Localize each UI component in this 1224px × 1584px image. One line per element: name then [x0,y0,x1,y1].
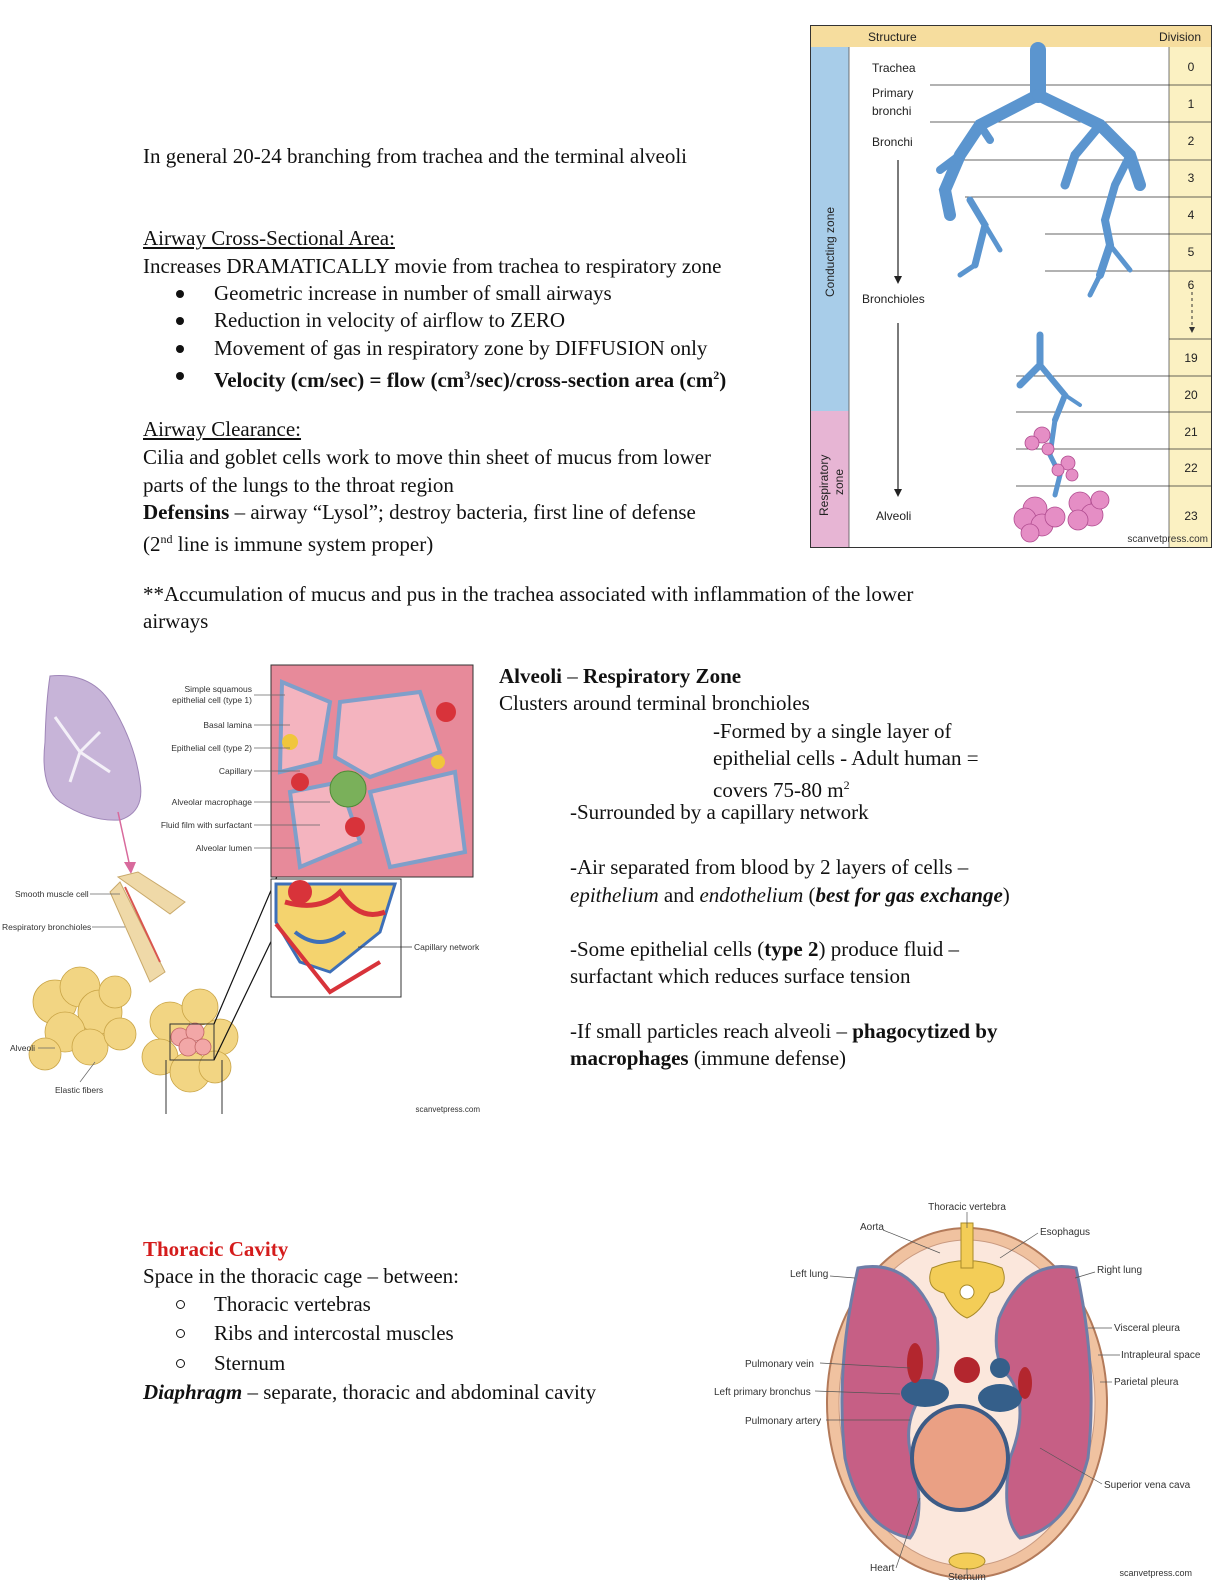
thoracic-item: Sternum [214,1350,285,1378]
fig1-label-primary: Primary [872,86,914,100]
note-line: **Accumulation of mucus and pus in the trachea associated with inflammation of the lower [143,582,914,606]
alveoli-line: epithelial cells - Adult human = [713,746,979,770]
fig1-division: 1 [1187,97,1195,111]
intro-text: In general 20-24 branching from trachea and the terminal alveoli [143,144,688,168]
fig1-col-structure: Structure [868,30,917,44]
fig3-label-pulm-vein: Pulmonary vein [745,1359,814,1370]
fig3-label-pulm-artery: Pulmonary artery [745,1416,822,1427]
fig1-label-bronchi: Bronchi [872,135,913,149]
note-line: airways [143,609,209,633]
area-bullet: Reduction in velocity of airflow to ZERO [214,307,565,335]
fig2-credit: scanvetpress.com [415,1105,480,1114]
thoracic-cross-section-figure [710,1198,1214,1580]
fig3-label-sternum: Sternum [948,1572,986,1580]
immune-line: (2nd line is immune system proper) [143,532,434,556]
fig2-label: Elastic fibers [55,1085,104,1095]
velocity-formula: Velocity (cm/sec) = flow $(cm^3/\sec)/cross$-section area $(cm^2)$ [214,362,726,395]
fig1-division: 4 [1187,208,1195,222]
bullet-icon [176,1329,185,1338]
alveoli-line: epithelium and endothelium (best for gas exchange) [570,883,1010,907]
fig1-zone-respiratory: zone [832,468,846,495]
fig1-division: 5 [1187,245,1195,259]
clearance-heading: Airway Clearance: [143,417,302,441]
alveoli-figure [0,662,490,1114]
fig1-division: 6 [1187,278,1195,292]
fig2-label: Fluid film with surfactant [160,820,252,830]
alveoli-line: covers 75-80 $m^2$ [713,778,850,802]
fig3-label-aorta: Aorta [860,1222,884,1233]
fig1-zone-conducting: Conducting zone [823,206,837,297]
fig1-label-bronchioles: Bronchioles [862,292,925,306]
fig1-credit: scanvetpress.com [1127,534,1208,545]
clearance-line: parts of the lungs to the throat region [143,473,454,497]
fig2-label: Epithelial cell (type 2) [171,743,252,753]
fig2-label: Smooth muscle cell [15,889,89,899]
fig1-division: 21 [1184,425,1198,439]
fig1-division: 19 [1184,351,1198,365]
thoracic-item: Ribs and intercostal muscles [214,1320,454,1348]
fig3-label-left-bronchus: Left primary bronchus [714,1387,811,1398]
fig3-label-left-lung: Left lung [790,1269,829,1280]
fig3-credit: scanvetpress.com [1119,1568,1192,1578]
area-heading: Airway Cross-Sectional Area: [143,226,395,250]
bullet-icon [176,345,184,353]
bullet-icon [176,290,184,298]
alveoli-line: -Air separated from blood by 2 layers of cells – [570,855,969,879]
diaphragm-line: Diaphragm – separate, thoracic and abdominal cavity [143,1380,597,1404]
thoracic-item: Thoracic vertebras [214,1291,371,1319]
fig1-division: 23 [1184,509,1198,523]
fig2-label: Alveolar macrophage [171,797,252,807]
fig3-label-esophagus: Esophagus [1040,1227,1091,1238]
bullet-icon [176,1359,185,1368]
area-bullet: Geometric increase in number of small airways [214,280,612,308]
fig2-label: Capillary [218,766,252,776]
area-bullet: Movement of gas in respiratory zone by DIFFUSION only [214,335,707,363]
fig2-label: epithelial cell (type 1) [172,695,252,705]
fig1-col-division: Division [1159,30,1202,44]
fig1-division: 2 [1187,134,1195,148]
alveoli-line: -Some epithelial cells (type 2) produce fluid – [570,937,959,961]
fig2-label: Alveoli [10,1043,36,1053]
alveoli-line: -Formed by a single layer of [713,719,952,743]
bullet-icon [176,1300,185,1309]
fig3-label-intrapleural: Intrapleural space [1121,1350,1201,1361]
fig3-label-svc: Superior vena cava [1104,1480,1191,1491]
bullet-icon [176,317,184,325]
thoracic-title: Thoracic Cavity [143,1237,289,1261]
fig1-division: 22 [1184,461,1198,475]
area-line: Increases DRAMATICALLY movie from trachea to respiratory zone [143,254,722,278]
clearance-line: Cilia and goblet cells work to move thin sheet of mucus from lower [143,445,712,469]
fig1-division: 3 [1187,171,1195,185]
bullet-icon [176,372,184,380]
fig3-label-vertebra: Thoracic vertebra [928,1202,1006,1213]
fig3-label-heart: Heart [870,1563,895,1574]
fig1-division: 20 [1184,388,1198,402]
alveoli-line: -If small particles reach alveoli – phagocytized by [570,1019,998,1043]
fig3-label-parietal: Parietal pleura [1114,1377,1179,1388]
fig2-label: Basal lamina [203,720,252,730]
fig2-label: Simple squamous [184,684,252,694]
fig1-label-trachea: Trachea [872,61,916,75]
airway-branching-figure [810,25,1212,548]
fig3-label-right-lung: Right lung [1097,1265,1143,1276]
fig2-label: Alveolar lumen [195,843,252,853]
alveoli-line: -Surrounded by a capillary network [570,800,869,824]
fig2-label: Respiratory bronchioles [2,922,92,932]
fig1-label-primary: bronchi [872,104,912,118]
alveoli-line: surfactant which reduces surface tension [570,964,911,988]
fig1-zone-respiratory: Respiratory [817,454,831,516]
defensins-line: Defensins – airway “Lysol”; destroy bacteria, first line of defense [143,500,696,524]
alveoli-line: macrophages (immune defense) [570,1046,847,1070]
thoracic-line: Space in the thoracic cage – between: [143,1264,460,1288]
fig2-label: Capillary network [414,942,480,952]
alveoli-line: Clusters around terminal bronchioles [499,691,810,715]
alveoli-title: Alveoli – Respiratory Zone [499,664,742,688]
fig1-label-alveoli: Alveoli [876,509,912,523]
fig3-label-visceral: Visceral pleura [1114,1323,1180,1334]
fig1-division: 0 [1187,60,1195,74]
